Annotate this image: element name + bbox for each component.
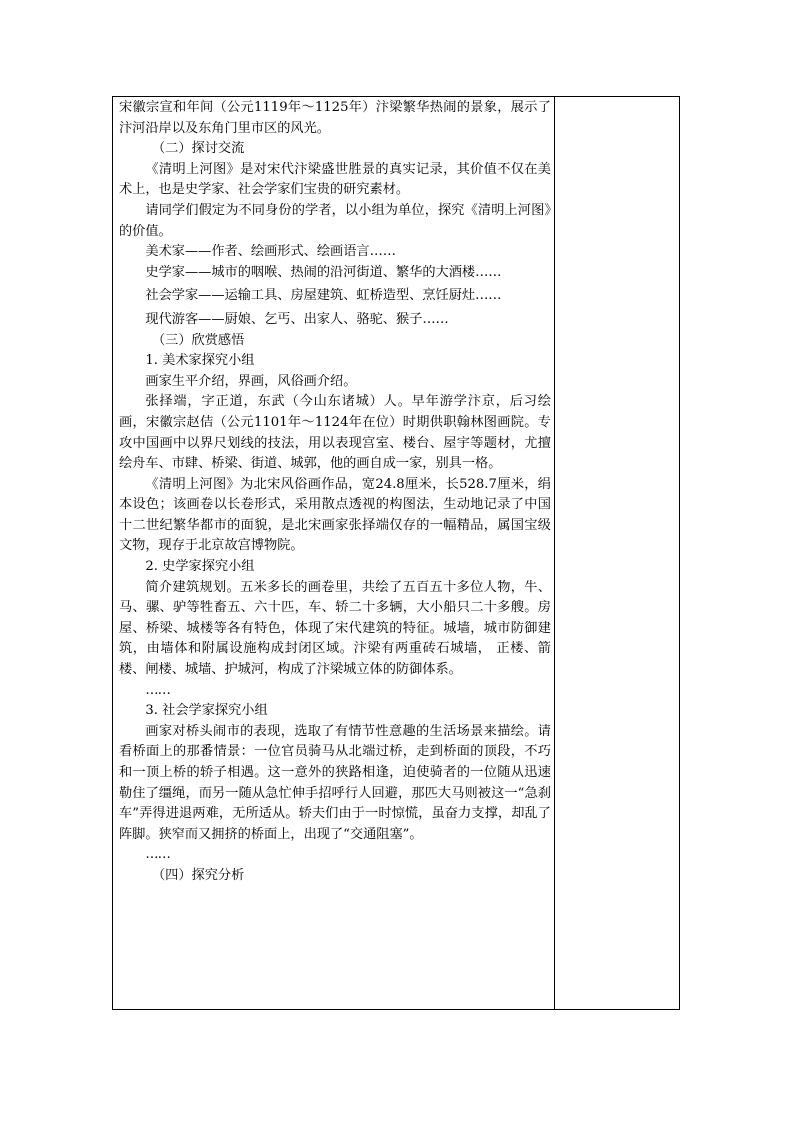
ellipsis: …… (145, 682, 170, 698)
lesson-plan-table (112, 96, 680, 1010)
lesson-content-cell (119, 98, 551, 887)
section-heading-discussion: （二）探讨交流 (152, 141, 245, 157)
list-item-artist: 美术家——作者、绘画形式、绘画语言…… (145, 244, 396, 260)
section-heading-analysis: （四）探究分析 (152, 867, 245, 883)
body-paragraph: 张择端，字正道，东武（今山东诸城）人。早年游学汴京，后习绘画，宋徽宗赵佶（公元1101年～1124年在位）时期供职翰林图画院。专攻中国画中以界尺划线的技法，用以表现宫室、楼台、屋宇等题材，尤擅绘舟车、市肆、桥梁、街道、城郭，他的画自成一家，别具一格。 (119, 394, 551, 472)
list-item-tourist: 现代游客——厨娘、乞丐、出家人、骆驼、猴子…… (145, 311, 449, 327)
column-divider (554, 97, 555, 1009)
subheading-sociologist-group: 3. 社会学家探究小组 (145, 703, 268, 719)
list-item-sociologist: 社会学家——运输工具、房屋建筑、虹桥造型、烹饪厨灶…… (145, 288, 502, 304)
body-paragraph: 《清明上河图》是对宋代汴梁盛世胜景的真实记录，其价值不仅在美术上，也是史学家、社会学家们宝贵的研究素材。 (119, 161, 551, 198)
subheading-artist-group: 1. 美术家探究小组 (145, 353, 255, 369)
subheading-historian-group: 2. 史学家探究小组 (145, 559, 255, 575)
section-heading-appreciation: （三）欣赏感悟 (152, 332, 245, 348)
body-paragraph: 《清明上河图》为北宋风俗画作品，宽24.8厘米，长528.7厘米，绢本设色；该画卷以长卷形式，采用散点透视的构图法，生动地记录了中国十二世纪繁华都市的面貌，是北宋画家张择端仅存的一幅精品，属国宝级文物，现存于北京故宫博物院。 (119, 476, 551, 554)
body-paragraph: 请同学们假定为不同身份的学者，以小组为单位，探究《清明上河图》的价值。 (119, 202, 551, 239)
body-paragraph: 简介建筑规划。五米多长的画卷里，共绘了五百五十多位人物，牛、马、骡、驴等牲畜五、六十匹，车、轿二十多辆，大小船只二十多艘。房屋、桥梁、城楼等各有特色，体现了宋代建筑的特征。城墙，城市防御建筑，由墙体和附属设施构成封闭区域。汴梁有两重砖石城墙， 正楼、箭楼、闸楼、城墙、护城河，构成了汴梁城立体的防御体系。 (119, 579, 551, 678)
intro-paragraph: 宋徽宗宣和年间（公元1119年～1125年）汴梁繁华热闹的景象，展示了汴河沿岸以及东角门里市区的风光。 (119, 100, 551, 136)
body-paragraph: 画家对桥头闹市的表现，选取了有情节性意趣的生活场景来描绘。请看桥面上的那番情景：一位官员骑马从北端过桥，走到桥面的顶段，不巧和一顶上桥的轿子相遇。这一意外的狭路相逢，迫使骑者的一位随从迅速勒住了缰绳，而另一随从急忙伸手招呼行人回避，那匹大马则被这一“急刹车”弄得进退两难，无所适从。轿夫们由于一时惊慌，虽奋力支撑，却乱了阵脚。狭窄而又拥挤的桥面上，出现了“交通阻塞”。 (119, 723, 551, 842)
ellipsis: …… (145, 847, 170, 863)
list-item-historian: 史学家——城市的咽喉、热闹的沿河街道、繁华的大酒楼…… (145, 264, 502, 280)
body-paragraph: 画家生平介绍，界画，风俗画介绍。 (145, 373, 357, 389)
